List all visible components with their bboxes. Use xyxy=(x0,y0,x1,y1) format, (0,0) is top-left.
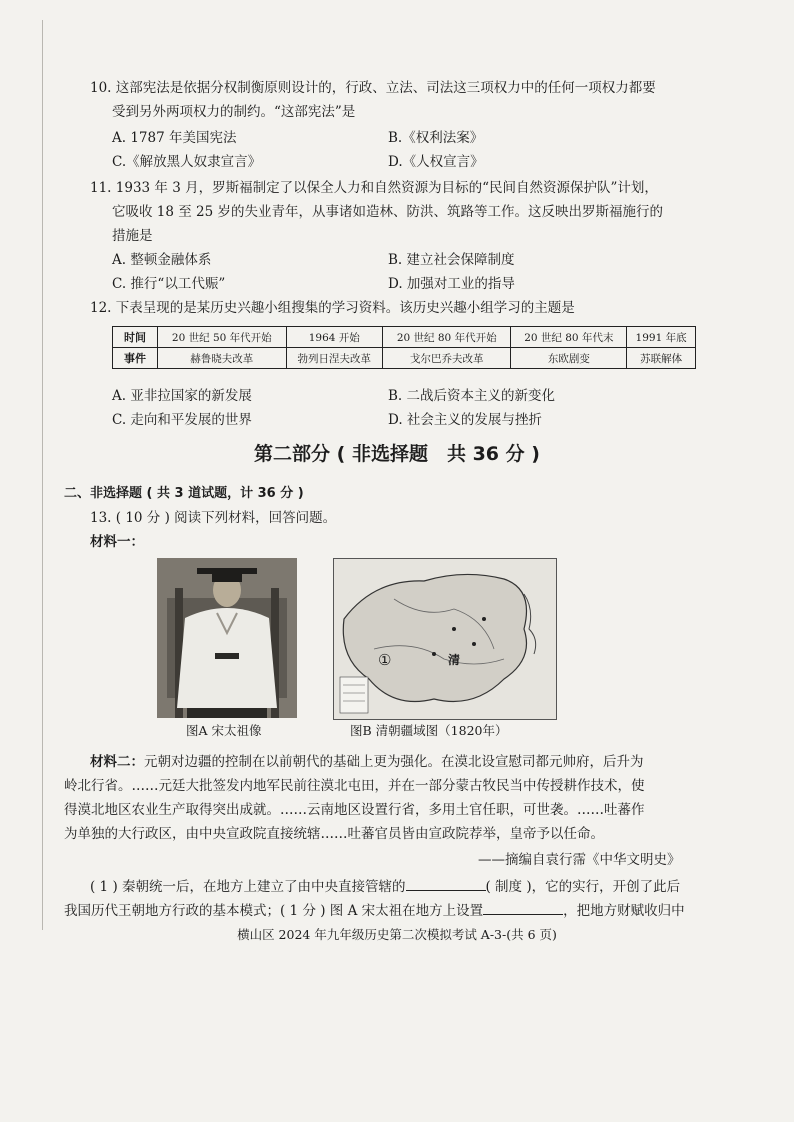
q11-option-a: A. 整顿金融体系 xyxy=(112,252,212,268)
material2-source: ——摘编自袁行霈《中华文明史》 xyxy=(478,852,681,868)
section2-heading: 二、非选择题 ( 共 3 道试题，计 36 分 ) xyxy=(64,486,304,501)
material2-line4: 为单独的大行政区，由中央宣政院直接统辖……吐蕃官员皆由宣政院荐举，皇帝予以任命。 xyxy=(64,826,604,842)
q11-stem-line3: 措施是 xyxy=(112,228,153,244)
table-cell: 20 世纪 50 年代开始 xyxy=(158,327,287,348)
q11-option-c: C. 推行“以工代赈” xyxy=(112,276,226,292)
part2-title: 第二部分 ( 非选择题 共 36 分 ) xyxy=(254,443,540,465)
q11-option-b: B. 建立社会保障制度 xyxy=(388,252,515,268)
q10-option-b: B.《权利法案》 xyxy=(388,130,484,146)
answer-blank-2[interactable] xyxy=(483,900,563,915)
q10-option-c: C.《解放黑人奴隶宣言》 xyxy=(112,154,262,170)
q12-option-b: B. 二战后资本主义的新变化 xyxy=(388,388,556,404)
material2-line3: 得漠北地区农业生产取得突出成就。……云南地区设置行省，多用土官任职，可世袭。……吐蕃作 xyxy=(64,802,645,818)
table-cell: 东欧剧变 xyxy=(511,348,627,369)
q10-stem-line1: 10. 这部宪法是依据分权制衡原则设计的，行政、立法、司法这三项权力中的任何一项权力都要 xyxy=(90,80,656,96)
song-taizu-portrait xyxy=(157,558,297,718)
table-cell: 勃列日涅夫改革 xyxy=(286,348,382,369)
material2-label: 材料二： xyxy=(90,754,144,770)
material1-label: 材料一： xyxy=(90,534,144,550)
table-cell: 1991 年底 xyxy=(627,327,696,348)
history-table xyxy=(112,326,696,369)
q11-option-d: D. 加强对工业的指导 xyxy=(388,276,515,292)
table-cell: 赫鲁晓夫改革 xyxy=(158,348,287,369)
portrait-image xyxy=(157,558,297,718)
q13-sub1-line2: 我国历代王朝地方行政的基本模式；( 1 分 ) 图 A 宋太祖在地方上设置 ，把地方财赋收归中 xyxy=(64,900,685,921)
map-image xyxy=(334,559,556,719)
table-row-time xyxy=(113,327,696,348)
q10-option-d: D.《人权宣言》 xyxy=(388,154,484,170)
q12-stem: 12. 下表呈现的是某历史兴趣小组搜集的学习资料。该历史兴趣小组学习的主题是 xyxy=(90,300,575,316)
table-cell: 20 世纪 80 年代开始 xyxy=(382,327,511,348)
q13-sub1-line1: ( 1 ) 秦朝统一后，在地方上建立了由中央直接管辖的 ( 制度 )，它的实行，开创了此后 xyxy=(90,876,680,897)
q12-option-c: C. 走向和平发展的世界 xyxy=(112,412,252,428)
table-cell: 20 世纪 80 年代末 xyxy=(511,327,627,348)
answer-blank-1[interactable] xyxy=(406,876,486,891)
table-head-event: 事件 xyxy=(113,348,158,369)
table-cell: 戈尔巴乔夫改革 xyxy=(382,348,511,369)
q10-option-a: A. 1787 年美国宪法 xyxy=(112,130,237,146)
margin-rule xyxy=(42,20,43,930)
figA-caption: 图A 宋太祖像 xyxy=(186,723,262,738)
q13-intro: 13. ( 10 分 ) 阅读下列材料，回答问题。 xyxy=(90,510,337,526)
table-row-event xyxy=(113,348,696,369)
page-footer: 横山区 2024 年九年级历史第二次模拟考试 A-3-(共 6 页) xyxy=(237,927,557,942)
q12-option-a: A. 亚非拉国家的新发展 xyxy=(112,388,252,404)
q11-stem-line1: 11. 1933 年 3 月，罗斯福制定了以保全人力和自然资源为目标的“民间自然资源保护队”计划， xyxy=(90,180,658,196)
q12-option-d: D. 社会主义的发展与挫折 xyxy=(388,412,542,428)
q10-stem-line2: 受到另外两项权力的制约。“这部宪法”是 xyxy=(112,104,356,120)
material2-line1: 材料二：元朝对边疆的控制在以前朝代的基础上更为强化。在漠北设宣慰司都元帅府，后升为 xyxy=(90,754,644,770)
qing-territory-map xyxy=(333,558,557,720)
table-head-time: 时间 xyxy=(113,327,158,348)
table-cell: 苏联解体 xyxy=(627,348,696,369)
material2-line2: 岭北行省。……元廷大批签发内地军民前往漠北屯田，并在一部分蒙古牧民当中传授耕作技术，使 xyxy=(64,778,645,794)
q11-stem-line2: 它吸收 18 至 25 岁的失业青年，从事诸如造林、防洪、筑路等工作。这反映出罗斯福施行的 xyxy=(112,204,664,220)
table-cell: 1964 开始 xyxy=(286,327,382,348)
figB-caption: 图B 清朝疆域图（1820年） xyxy=(350,723,508,738)
map-marker-1: ① xyxy=(378,651,392,669)
map-label-qing: 清 xyxy=(448,653,461,667)
